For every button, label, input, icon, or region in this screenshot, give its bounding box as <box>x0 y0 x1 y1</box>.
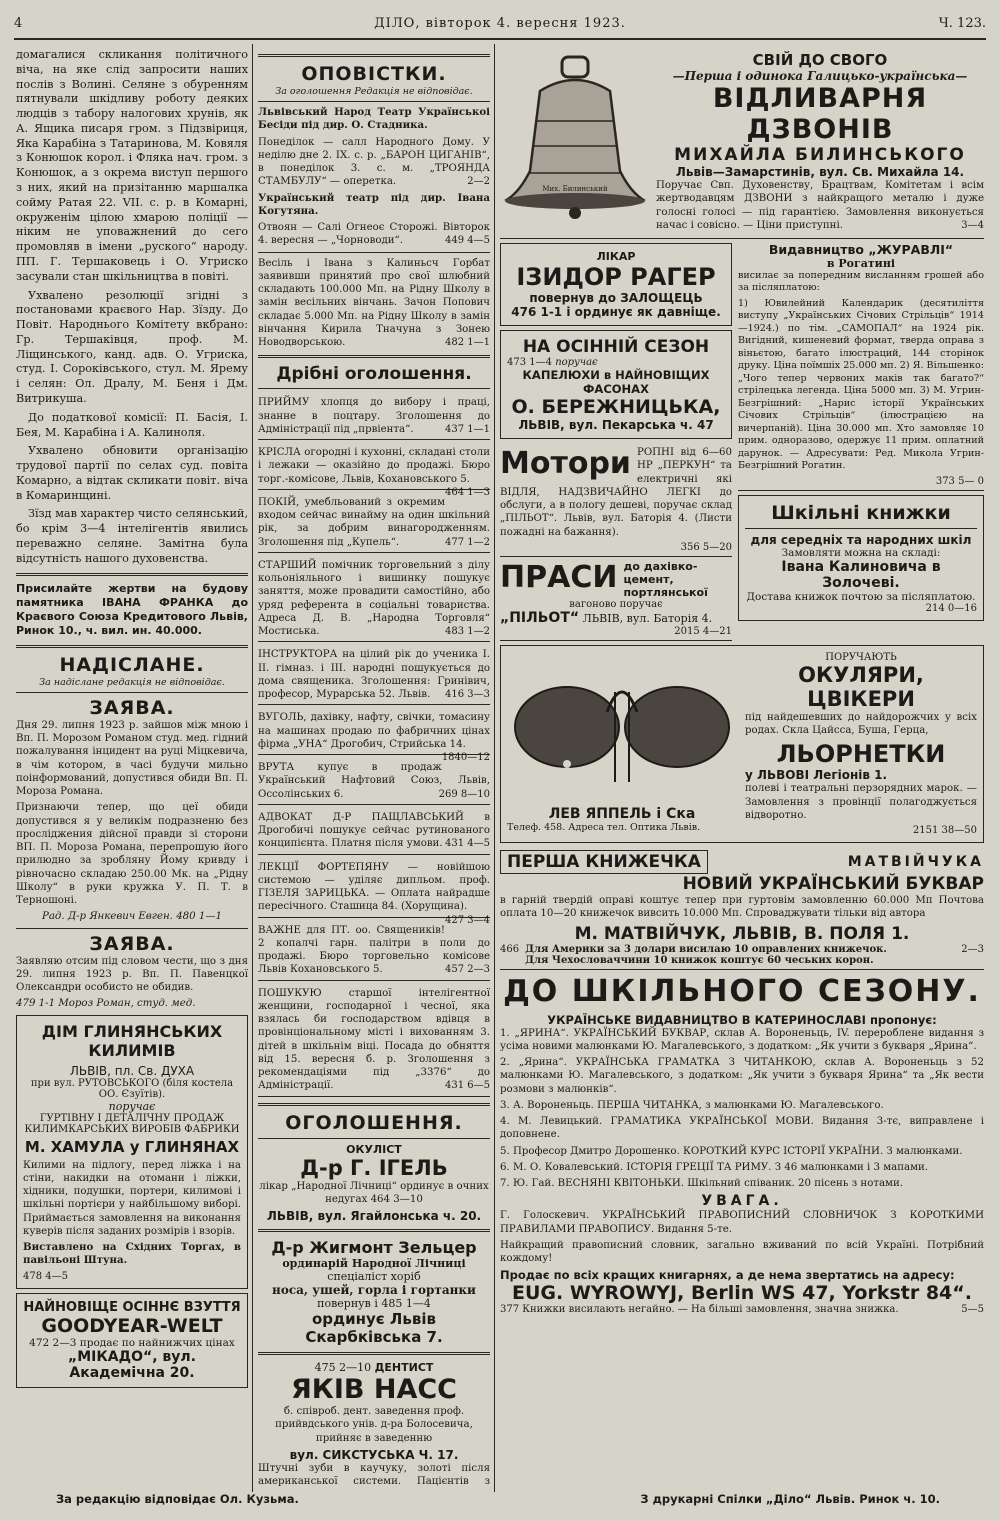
shoes-ad <box>16 1293 248 1388</box>
okulist-description: лікар „Народної Лічниці“ ординує в очних недугах <box>259 1180 489 1205</box>
season-subtitle: УКРАЇНСЬКЕ ВИДАВНИЦТВО В КАТЕРИНОСЛАВІ пропонує: <box>547 1012 937 1027</box>
ad-reference: 472 2—3 <box>29 1336 77 1349</box>
kylym-address-detail: при вул. РУТОВСЬКОГО (біля костела ОО. Єзуїтів). <box>30 1077 234 1100</box>
ad-reference: 466 <box>500 943 520 955</box>
zeltser-name: Д-р Жигмонт Зельцер <box>271 1238 477 1257</box>
zhuravli-items: 1) Ювилейний Календарик (десятиліття виступу „Українських Січових Стрільців“ 1914—1924.) по тім. „САМОПАЛ“ на 1924 рік. Вигідний, кишеневий формат, тверда оправа з віньєтою, багато ілюстраций, 144 сторінок друку. Ціна поїмшіх 25.000 мп. 2) Я. Вільшенко: „Чого тепер червоних маків так багато?“ стрілецька легенда. Ціна 5000 мп. 3) М. Угрин-Безгрішний: „Нарис історії Українських Січових Стрільців“ (ілюстрацією на вичерпаній). Ціна 30.000 мп. Хто замовляє 10 прим. одноразово, одержує 11 прим. оплатний дарунок. — Адресувати: Ред. Микола Угрин-Безгрішний Рогатин. <box>738 297 984 472</box>
ad-reference: 2—2 <box>467 176 490 188</box>
notice-body: Весіль і Івана з Калиньсч Горбат заявивши принятий про свої шлюбний складають 100.000 Мп. на Рідну Школу в замін весільних вінчань. Зачон Попович складає 5.000 Мп. на Рідну Школу в замін вінчання Кирила Тначуна з Зонею Новодворською. <box>258 257 490 348</box>
ad-reference: 480 1—1 <box>176 911 223 923</box>
shoes-title: НАЙНОВІЩЕ ОСІННЄ ВЗУТТЯ <box>23 1299 241 1315</box>
divider <box>16 645 248 648</box>
zaiava-title: ЗАЯВА. <box>89 696 175 719</box>
bell-title: ВІДЛИВАРНЯ ДЗВОНІВ <box>712 83 928 145</box>
ad-reference: 427 3—4 <box>445 914 490 926</box>
bukvar-name: М. МАТВІЙЧУК, ЛЬВІВ, В. ПОЛЯ 1. <box>574 923 910 944</box>
ad-reference: 2015 4—21 <box>674 625 732 637</box>
hats-ad <box>500 330 732 439</box>
footer-printer: З друкарні Спілки „Діло“ Львів. Ринок ч. 10. <box>640 1492 940 1506</box>
classified-ad <box>258 708 490 763</box>
ad-reference: 478 4—5 <box>23 1270 68 1282</box>
notice-text <box>258 257 490 350</box>
bukvar-america: Для Америки за 3 долари висилаю 10 оправлених книжечок. <box>525 943 887 955</box>
doctor-ad <box>500 243 732 326</box>
zeltser-spec2: носа, ушей, горла і гортанки <box>272 1283 476 1297</box>
classified-ad-text: ПОКІЙ, умебльований з окремим входом сейчас винайму на один шкільний рік, за добрим винагородженням. Зголошення під „Купель“. <box>258 496 490 548</box>
optics-title: ОКУЛЯРИ, ЦВІКЕРИ <box>798 662 924 711</box>
season-book-item: 5. Професор Дмитро Дорошенко. КОРОТКИЙ КУРС ІСТОРІЇ УКРАЇНИ. З малюнками. <box>500 1145 963 1157</box>
masthead <box>14 14 986 40</box>
ad-reference: 2—3 <box>961 943 984 955</box>
bukvar-foreign-text <box>525 944 955 966</box>
season-book-item: 1. „ЯРИНА“. УКРАЇНСЬКИЙ БУКВАР, склав А. Вороненьць, IV. перероблене видання з усіма новими малюнками Ю. Магалевського, з додатком: „Як учити з букваря „Ярина“. <box>500 1027 984 1052</box>
season-book-item: 4. М. Левицький. ГРАМАТИКА УКРАЇНСЬКОЇ МОВИ. Видання 3-тє, виправлене і доповнене. <box>500 1116 984 1141</box>
school-books-post: Достава книжок почтою за післяплатою. <box>746 590 976 603</box>
article-paragraph: Ухвалено обновити організацію трудової партії по селах суд. повіта Комарно, а відтак скликати повіт. віча в Комаринщині. <box>16 444 248 502</box>
season-book-item: 2. „Ярина“. УКРАЇНСЬКА ГРАМАТКА З ЧИТАНКОЮ, склав А. Вороненьць з 52 малюнками Ю. Магалевського, з додатком: „Як учити з букваря Ярина“ та „Як вести розмови з малюнків“. <box>500 1057 984 1095</box>
zeltser-role: ординарій Народної Лічниці <box>282 1257 466 1270</box>
optics-tel-line <box>507 822 737 833</box>
uvaga-text: Г. Голоскевич. УКРАЇНСЬКИЙ ПРАВОПИСНИЙ СЛОВНИЧОК З КОРОТКИМИ ПРАВИЛАМИ ПРАВОПИСУ. Видання 5-те. <box>500 1210 984 1235</box>
doctor-text2-body: і ординує як давніще. <box>566 305 721 319</box>
kylym-name: М. ХАМУЛА у ГЛИНЯНАХ <box>24 1137 240 1156</box>
notice-body: Понеділок — салл Народного Дому. У неділю дне 2. IX. с. р. „БАРОН ЦИГАНІВ“, в понеділок 3. с. м. „ТРОЯНДА СТАМБУЛУ“ — оперетка. <box>258 136 490 188</box>
school-books-title: Шкільні книжки <box>771 501 951 524</box>
sale-ref-text: 377 Книжки висилають негайно. — На більші замовлення, значна знижка. <box>500 1304 899 1316</box>
classified-ad-text: ПОШУКУЮ старшої інтелігентної женщини, господарної і чесної, яка взялась би господарством вдівця в провінціональному місті і вихованням 3. дітей в шкільнім віці. Посада до обняття від 15. вересня б. р. Зголошення з рекомендаціями під „3376“ до Адміністрації. <box>258 987 490 1092</box>
classified-ad <box>258 984 490 1097</box>
dentist-text: Штучні зуби в каучуку, золоті після американської системи. Пацієнтів з <box>258 1462 490 1487</box>
issue-number: Ч. 123. <box>938 16 986 31</box>
hats-recommends: поручає <box>555 357 598 368</box>
okulist-name: Д-р Г. ІГЕЛЬ <box>300 1155 448 1180</box>
classifieds-list <box>258 393 490 1096</box>
zeltser-spec: спеціаліст хоріб <box>327 1270 421 1283</box>
school-books-ad <box>738 495 984 621</box>
zeltser-return <box>258 1297 490 1310</box>
presses-title: ПРАСИ <box>500 559 618 595</box>
classified-ad <box>258 493 490 553</box>
classified-ad-text: ВРУТА купує в продаж Український Нафтовий Союз, Львів, Оссолінських 6. <box>258 762 490 800</box>
doctor-text2 <box>507 305 725 319</box>
kylym-ad <box>16 1015 248 1289</box>
divider <box>258 101 490 102</box>
ad-reference: 373 5— 0 <box>935 475 984 487</box>
column-divider <box>494 44 495 1492</box>
classified-ad-text: АДВОКАТ Д-Р ПАЩЛАВСЬКИЙ в Дрогобичі пошукує сейчас рутинованого конципієнта. Платня після умови. <box>258 811 490 850</box>
ad-reference: 485 1—4 <box>381 1297 431 1310</box>
bell-illustration <box>500 51 650 221</box>
season-book-item: 7. Ю. Гай. ВЕСНЯНІ КВІТОНЬКИ. Шкільний співаник. 20 пісень з нотами. <box>500 1178 903 1189</box>
masthead-title: ДІЛО, вівторок 4. вересня 1923. <box>374 16 626 31</box>
optics-tel2: Адреса тел. Оптика Львів. <box>568 821 701 833</box>
kylym-address: ЛЬВІВ, пл. Св. ДУХА <box>69 1063 195 1078</box>
notice-text: Львівський Народ Театр Українськоі Бесіди під дир. О. Стадника. <box>258 106 490 132</box>
divider <box>258 355 490 358</box>
season-book-list <box>500 1027 984 1191</box>
classified-ad-text: СТАРШИЙ помічник торговельний з ділу кольоніяльного і вишинку пошукує заняття, може провадити самостійно, або уряд референта в соціальні товариства. Адреса Д. В. „Народна Торговля“ Мостиська. <box>258 559 490 637</box>
zaiava-signature <box>16 997 248 1010</box>
kylym-title: ДІМ ГЛИНЯНСЬКИХ КИЛИМІВ <box>41 1021 223 1060</box>
ad-reference: 457 2—3 <box>445 964 490 976</box>
bell-ad <box>500 48 984 239</box>
presses-name-line <box>500 609 732 637</box>
presses-text2: вагоново поручає <box>569 598 663 610</box>
school-books-subtitle: для середніх та народних шкіл <box>750 532 972 547</box>
doctor-head: ЛІКАР <box>596 250 636 263</box>
divider <box>16 928 248 929</box>
ad-reference: 473 1—4 <box>507 357 552 368</box>
right-subcol-left <box>500 239 732 641</box>
school-books-order: Замовляти можна на складі: <box>781 546 941 559</box>
zaiava-title: ЗАЯВА. <box>89 932 175 955</box>
classified-ad-text: ПРИЙМУ хлопця до вибору і праці, знанне в поцтару. Зголошення до Адміністрації під „првіента“. <box>258 397 490 435</box>
optics-text: під найдешевших до найдорожчих у всіх родах. Скла Цайсса, Буша, Герца, <box>745 711 977 736</box>
bell-label: Мих. Билинський <box>542 185 608 193</box>
hats-address: ЛЬВІВ, вул. Пекарська ч. 47 <box>518 418 714 432</box>
ad-reference: 416 3—3 <box>445 689 490 700</box>
optics-text-wrap <box>745 652 977 836</box>
opovistky-subtitle: За оголошення Редакція не відповідає. <box>275 86 473 97</box>
okulist-address: ЛЬВІВ, вул. Ягайлонська ч. 20. <box>266 1209 482 1223</box>
column-left <box>16 48 248 1488</box>
sale-address: EUG. WYROWYJ, Berlin WS 47, Yorkstr 84“. <box>512 1282 972 1305</box>
dentist-head <box>258 1361 490 1374</box>
hats-line <box>507 357 725 368</box>
kylym-text: ГУРТІВНУ І ДЕТАЛІЧНУ ПРОДАЖ КИЛИМКАРСЬКИХ ВИРОБІВ ФАБРИКИ <box>24 1112 240 1135</box>
zeltser-address: ординує Львів Скарбківська 7. <box>305 1310 443 1346</box>
hats-name: О. БЕРЕЖНИЦЬКА, <box>511 396 721 418</box>
ogoloshennia-title: ОГОЛОШЕННЯ. <box>285 1111 463 1134</box>
ad-reference: 2151 38—50 <box>912 825 977 836</box>
ad-reference: 431 6—5 <box>445 1080 490 1092</box>
zhuravli-place: в Рогатині <box>826 257 896 270</box>
optics-text2: полеві і театральні перзорядних марок. — Замовлення з провінції полагоджується відворотно. <box>745 783 977 821</box>
notice-text <box>258 136 490 189</box>
zhuravli-ad <box>738 239 984 491</box>
classified-ad-text: ВАЖНЕ для ПТ. оо. Священиків! 2 копалчі гарн. палітри в поли до продажі. Бюро торговельно комісове Львів Кохановського 5. <box>258 924 490 976</box>
article-paragraph: домагалися скликання політичного віча, на яке слід запросити наших послів з Волині. Селяне з обуренням пятнували шкідливу роботу деяких людців з табору налогових хрунів, як А. Ящика писаря гром. з Підзвіриця, Яка Карабіна з Татаринова, М. Ковяля з Конюшок корол. і Фляка нач. гром. з Конюшок, а з окрема виступ першого з них, який на призітанню маршалка сойму Ратая 22. VII. с. р. в Комарні, окруженім цілою хмарою поліції — ніким не уповажнений до сего промовляв в імени „руского“ народу. ПП. Г. Тершаковець і О. Угриско засували стан шкільництва в повіті. <box>16 48 248 283</box>
optics-illustration-wrap <box>507 652 737 836</box>
classified-ad-text: ВУГОЛЬ, дахівку, нафту, свічки, томасину на машинах продаю по фабричних цінах фірма „УНА“ Дрогобич, Стрийська 14. <box>258 712 490 750</box>
ad-reference: 431 4—5 <box>445 838 490 850</box>
ad-reference: 1840—12 <box>441 752 490 763</box>
ad-reference: 3—4 <box>961 219 984 231</box>
kylym-recommends: поручає <box>108 1099 156 1113</box>
divider <box>258 1352 490 1355</box>
bell-address: Львів—Замарстинів, вул. Св. Михайла 14. <box>675 165 965 179</box>
zhuravli-text: висилає за попередним висланням грошей або за післяплатою: <box>738 270 984 294</box>
dentist-text: б. співроб. дент. заведення проф. прийвдського унів. д-ра Болосевича, прийняє в заведенню <box>275 1406 473 1444</box>
footer-editor: За редакцію відповідає Ол. Кузьма. <box>56 1492 299 1506</box>
classified-ad <box>258 443 490 498</box>
column-middle <box>258 48 490 1488</box>
nadislane-subtitle: За надіслане редакція не відповідає. <box>39 676 225 688</box>
bukvar-author: МАТВІЙЧУКА <box>847 854 984 870</box>
ad-reference: 356 5—20 <box>680 541 732 553</box>
row-doctor-zhuravli <box>500 239 984 641</box>
bell-name: МИХАЙЛА БИЛИНСЬКОГО <box>674 145 966 165</box>
classified-ad <box>258 556 490 643</box>
article-paragraph: До податкової комісії: П. Басія, І. Бея, М. Карабіна і А. Калиноля. <box>16 410 248 439</box>
divider <box>258 1138 490 1139</box>
bukvar-czech: Для Чехословаччини 10 книжок коштує 60 чеських корон. <box>525 954 874 966</box>
classified-ad <box>258 858 490 926</box>
bukvar-first: ПЕРША КНИЖЕЧКА <box>500 850 708 874</box>
divider <box>258 252 490 253</box>
ad-reference: 479 1-1 <box>16 998 56 1010</box>
presses-text: до дахівко-цемент, портлянської <box>623 559 708 599</box>
shoes-text <box>23 1337 241 1349</box>
optics-ad <box>500 645 984 843</box>
ad-reference: 475 2—10 <box>314 1361 372 1374</box>
bukvar-ad <box>500 847 984 970</box>
divider <box>258 388 490 389</box>
classified-ad <box>258 393 490 440</box>
signature-text: Рад. Д-р Янкевич Евген. <box>41 911 173 923</box>
bell-description: Поручає Свп. Духовенству, Брацтвам, Комітетам і всім жертводавцям ДЗВОНИ з найкращого металю і дуже голосні голосі — під гарантією. Замовлення виконується начас і совісно. — Ціни приступні. <box>656 180 984 231</box>
signature-text: Мороз Роман, студ. мед. <box>58 998 196 1010</box>
divider <box>16 692 248 693</box>
optics-tel: Телеф. 458. <box>507 821 566 833</box>
shoes-sells: продає по найнижчих цінах <box>79 1336 235 1349</box>
doctor-name: ІЗИДОР РАГЕР <box>516 263 716 291</box>
presses-ad <box>500 557 732 641</box>
classified-ad <box>258 921 490 981</box>
right-subcol-right <box>738 239 984 641</box>
divider <box>16 573 248 576</box>
presses-name: „ПІЛЬОТ“ <box>500 609 580 626</box>
classified-ad-text: КРІСЛА огородні і кухонні, складані столи і лежаки — оказійно до продажі. Бюро торг.-комісове, Львів, Кохановського 5. <box>258 447 490 485</box>
divider <box>258 54 490 57</box>
hats-text: КАПЕЛЮХИ в НАЙНОВІЩИХ ФАСОНАХ <box>522 368 710 396</box>
motors-text: РОПНІ від 6—60 НР „ПЕРКУН“ та електричні які ВІДЛЯ, НАДЗВИЧАЙНО ЛЕГКІ до обслуги, а в пологу дешеві, поручає склад „ПІЛЬОТ“. Львів, вул. Баторія 4. (Листи пожадні на бажання). <box>500 447 732 538</box>
classified-ad <box>258 758 490 805</box>
uvaga-text2: Найкращий правописний словник, загально вживаний по всій Україні. Потрібний кождому! <box>500 1239 984 1264</box>
optics-address: у ЛЬВОВІ Легіонів 1. <box>745 768 888 783</box>
page-number: 4 <box>14 16 23 31</box>
kylym-exhibition: Виставлено на Східних Торгах, в павільоні Штуна. <box>23 1241 241 1267</box>
zaiava-text: Заявляю отсим під словом чести, що з дня 29. липня 1923 р. Вп. П. Павенцкої Олександри особисто не обидив. <box>16 955 248 993</box>
article-paragraph: Ухвалено резолюції згідні з постановами краєвого Нар. Зїзду. До Повіт. Народнього Комітету вкбрано: Гр. Тершаківця, проф. М. Ліщинського, канд. адв. О. Угриска, студ. І. Сороківського, стул. М. Ярему і селян: Ол. Дралу, М. Беня і Дм. Витрикуша. <box>16 288 248 405</box>
dentist-name: ЯКІВ НАСС <box>290 1374 457 1405</box>
zaiava-signature <box>16 910 248 923</box>
ad-reference: 5—5 <box>961 1304 984 1316</box>
notice-body: Отвоян — Салі Огнеоє Сторожі. Вівторок 4. вересня — „Чорноводи“. <box>258 222 490 247</box>
school-books-name: Івана Калиновича в Золочеві. <box>781 558 941 591</box>
opovistky-title: ОПОВІСТКИ. <box>301 63 447 85</box>
uvaga-title: УВАГА. <box>701 1193 783 1210</box>
divider <box>258 1103 490 1106</box>
ad-reference: 464 3—10 <box>370 1193 423 1205</box>
ad-reference: 482 1—1 <box>445 337 490 348</box>
sale-footer <box>500 1304 984 1315</box>
dentist-address: вул. СИКСТУСЬКА Ч. 17. <box>289 1447 459 1462</box>
classified-ad <box>258 808 490 855</box>
notice-text <box>258 221 490 248</box>
season-title: ДО ШКІЛЬНОГО СЕЗОНУ. <box>503 973 981 1009</box>
divider <box>258 1229 490 1232</box>
season-book-item: 3. А. Вороненьць. ПЕРША ЧИТАНКА, з малюнками Ю. Магалевського. <box>500 1099 884 1111</box>
bukvar-text: в гарній твердій оправі коштує тепер при гуртовім замовленню 60.000 Мп Почтова оплата 10—20 книжечок вивсить 10.000 Мп. Спроваджувати тільки від автора <box>500 895 984 920</box>
nadislane-title: НАДІСЛАНЕ. <box>59 653 205 676</box>
zaiava-text: Дня 29. липня 1923 р. зайшов між мною і Вп. П. Морозом Романом студ. мед. гідний пожалування інцидент на руці Міцкевича, в чім котором, в часі будучи мильно поінформований, допустився обиди Вп. П. Мороза Романа. <box>16 719 248 797</box>
bukvar-head-row <box>500 850 984 874</box>
ad-reference: 477 1—2 <box>445 536 490 548</box>
optics-firm: ЛЕВ ЯППЕЛЬ і Ска <box>548 805 696 822</box>
franko-appeal: Присилайте жертви на будову памятника ІВАНА ФРАНКА до Краєвого Союза Кредитового Львів, Ринок 10., ч. вил. ин. 40.000. <box>16 581 248 638</box>
optics-title2: ЛЬОРНЕТКИ <box>776 740 946 769</box>
divider <box>745 528 977 529</box>
classified-ad <box>258 645 490 705</box>
zaiava-text: Признаючи тепер, що цеї обиди допустився я у великім подразненю без просліджения дійсної правди зі сторони ВП. П. Мороза Романа, перепрошую його прилюдно за зробляну Йому кривду і рівночасно складаю 250.00 Мк. на „Рідну Школу“ в руки кружка У. П. Т. в Терношоні. <box>16 802 248 906</box>
ad-reference: 437 1—1 <box>445 423 490 435</box>
column-divider <box>252 44 253 1492</box>
sale-text: Продає по всіх кращих книгарнях, а де нема звертатись на адресу: <box>500 1268 955 1283</box>
ad-reference: 476 1-1 <box>511 305 563 319</box>
column-right <box>500 48 984 1488</box>
ad-reference: 464 1—3 <box>445 486 490 498</box>
bell-subtitle: —Перша і одинока Галицько-українська— <box>672 69 968 83</box>
ad-reference: 269 8—10 <box>438 788 490 800</box>
ad-reference: 449 4—5 <box>445 235 490 247</box>
bell-top: СВІЙ ДО СВОГО <box>752 51 888 69</box>
shoes-name: „МІКАДО“, вул. Академічна 20. <box>68 1348 196 1381</box>
optics-recommend: ПОРУЧАЮТЬ <box>825 651 897 663</box>
shoes-brand: GOODYEAR-WELT <box>41 1314 223 1337</box>
okulist-head: ОКУЛІСТ <box>346 1142 402 1156</box>
glasses-illustration <box>507 652 737 802</box>
okulist-text <box>258 1180 490 1207</box>
notice-text: Український театр під дир. Івана Когутяна. <box>258 191 490 217</box>
classifieds-title: Дрібні оголошення. <box>276 364 472 385</box>
classified-ad-text: ЛЕКЦІЇ ФОРТЕПЯНУ — новійшою системою — уділяє дипльом. проф. ГІЗЕЛЯ ЗАРИЦЬКА. — Оплата найрадше пересічного. Сташица 84. (Хорущина). <box>258 861 490 913</box>
hats-title: НА ОСІННІЙ СЕЗОН <box>522 337 710 357</box>
motors-ad <box>500 443 732 557</box>
bukvar-foreign <box>500 944 984 966</box>
classified-ad-text: ІНСТРУКТОРА на цілий рік до ученика І. II. гімназ. і III. народні пошукується до дома священика. Зголошення: Гринівич, професор, Мурарська 52. Львів. <box>258 649 490 700</box>
article-paragraph: Зїзд мав характер чисто селянський, бо крім 3—4 інтелігентів явились переважно селяне. Замітна була відсутність нашого духовенства. <box>16 507 248 565</box>
zeltser-return-text: повернув і <box>317 1297 378 1310</box>
ad-reference: 483 1—2 <box>445 626 490 637</box>
bukvar-title: НОВИЙ УКРАЇНСЬКИЙ БУКВАР <box>682 874 984 894</box>
season-ad <box>500 974 984 1316</box>
dentist-label: ДЕНТИСТ <box>374 1361 434 1374</box>
zhuravli-title: Видавництво „ЖУРАВЛІ“ <box>768 242 954 257</box>
presses-address: ЛЬВІВ, вул. Баторія 4. <box>582 611 713 625</box>
kylym-description: Килими на підлогу, перед ліжка і на стіни, накидки на отомани і ліжки, хідники, подушки, портери, килимові і шкільні портієри у найбільшому виборі. Приймається замовлення на виконання куверів після заданих розмірів і взорів. <box>23 1159 241 1237</box>
season-book-item: 6. М. О. Ковалевський. ІСТОРІЯ ГРЕЦІЇ ТА РИМУ. З 46 малюнками і 3 мапами. <box>500 1161 929 1173</box>
motors-title: Мотори <box>500 446 631 481</box>
doctor-text: повернув до ЗАЛОЩЕЦЬ <box>529 291 703 305</box>
ad-reference: 214 0—16 <box>925 602 977 614</box>
